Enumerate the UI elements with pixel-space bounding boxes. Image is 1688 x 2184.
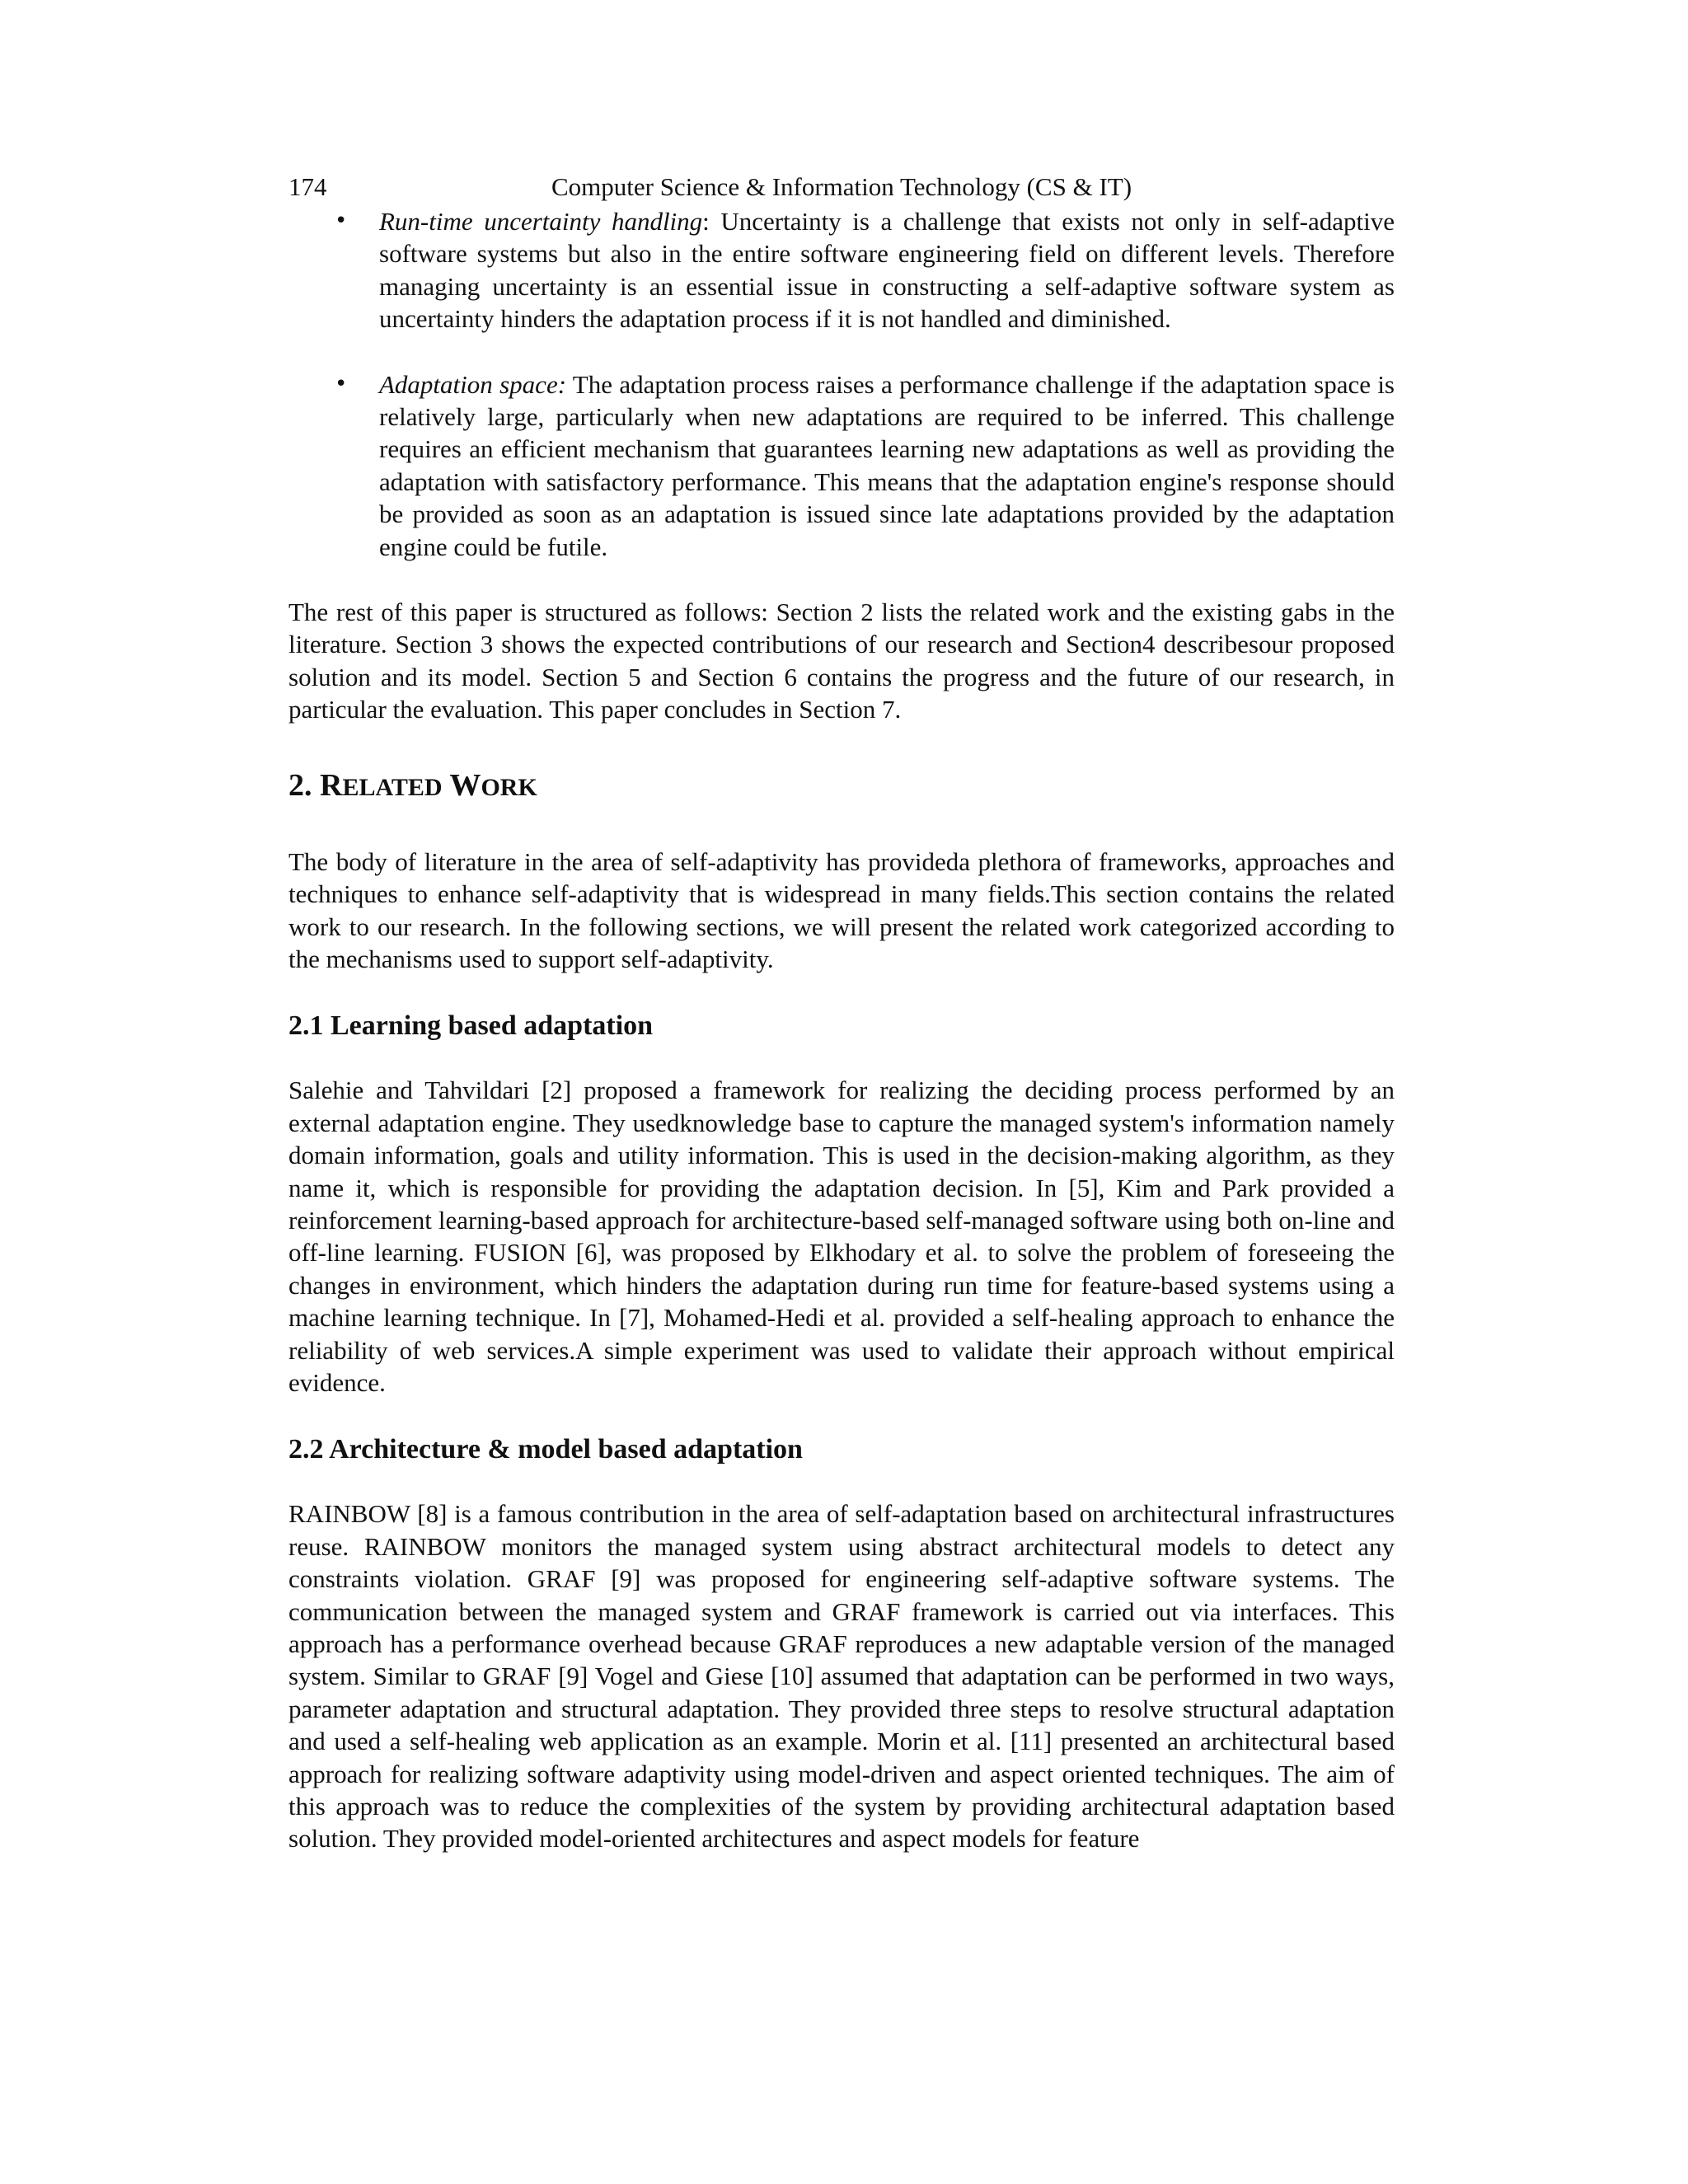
journal-name: Computer Science & Information Technology (CS & IT)	[551, 172, 1132, 201]
running-header	[288, 169, 1395, 205]
paper-page	[288, 169, 1395, 2130]
page-number: 174	[288, 172, 327, 201]
bullet-term: Run-time uncertainty handling	[379, 207, 703, 236]
bullet-term: Adaptation space:	[379, 369, 567, 399]
related-work-intro: The body of literature in the area of self-adaptivity has provideda plethora of frameworks, approaches and techniques to enhance self-adaptivity that is widespread in many fields.This section contains the related work to our research. In the following sections, we will present the related work categorized according to the mechanisms used to support self-adaptivity.	[288, 846, 1395, 973]
heading-initial: W	[449, 767, 481, 803]
challenge-list	[288, 205, 1395, 563]
heading-smallcaps: ELATED	[342, 773, 443, 801]
bullet-adaptation-space	[288, 368, 1395, 563]
bullet-dot-icon: •	[335, 371, 348, 396]
learning-paragraph: Salehie and Tahvildari [2] proposed a framework for realizing the deciding process performed by an external adaptation engine. They usedknowledge base to capture the managed system's information namely domain information, goals and utility information. This is used in the decision-making algorithm, as they name it, which is responsible for providing the adaptation decision. In [5], Kim and Park provided a reinforcement learning-based approach for architecture-based self-managed software using both on-line and off-line learning. FUSION [6], was proposed by Elkhodary et al. to solve the problem of foreseeing the changes in environment, which hinders the adaptation during run time for feature-based systems using a machine learning technique. In [7], Mohamed-Hedi et al. provided a self-healing approach to enhance the reliability of web services.A simple experiment was used to validate their approach without empirical evidence.	[288, 1076, 1395, 1397]
section-number: 2.	[288, 767, 320, 803]
structure-paragraph: The rest of this paper is structured as follows: Section 2 lists the related work and the existing gabs in the literature. Section 3 shows the expected contributions of our research and Section4 describesour proposed solution and its model. Section 5 and Section 6 contains the progress and the future of our research, in particular the evaluation. This paper concludes in Section 7.	[288, 598, 1395, 724]
bullet-dot-icon: •	[335, 209, 348, 233]
heading-smallcaps: ORK	[481, 773, 537, 801]
section-heading-related-work	[288, 767, 1395, 806]
subsection-heading-learning: 2.1 Learning based adaptation	[288, 1010, 654, 1042]
bullet-separator: :	[702, 207, 710, 236]
bullet-text: The adaptation process raises a performance challenge if the adaptation space is relatively large, particularly when new adaptations are required to be inferred. This challenge requires an efficient mechanism that guarantees learning new adaptations as well as providing the adaptation with satisfactory performance. This means that the adaptation engine's response should be provided as soon as an adaptation is issued since late adaptations provided by the adaptation engine could be futile.	[379, 369, 1395, 561]
heading-initial: R	[320, 767, 343, 803]
bullet-text: Uncertainty is a challenge that exists not only in self-adaptive software systems but also in the entire software engineering field on different levels. Therefore managing uncertainty is an essential issue in constructing a self-adaptive software system as uncertainty hinders the adaptation process if it is not handled and diminished.	[379, 207, 1395, 334]
subsection-heading-architecture: 2.2 Architecture & model based adaptation	[288, 1434, 803, 1465]
architecture-paragraph: RAINBOW [8] is a famous contribution in the area of self-adaptation based on architectural infrastructures reuse. RAINBOW monitors the managed system using abstract architectural models to detect any constraints violation. GRAF [9] was proposed for engineering self-adaptive software systems. The communication between the managed system and GRAF framework is carried out via interfaces. This approach has a performance overhead because GRAF reproduces a new adaptable version of the managed system. Similar to GRAF [9] Vogel and Giese [10] assumed that adaptation can be performed in two ways, parameter adaptation and structural adaptation. They provided three steps to resolve structural adaptation and used a self-healing web application as an example. Morin et al. [11] presented an architectural based approach for realizing software adaptivity using model-driven and aspect oriented techniques. The aim of this approach was to reduce the complexities of the system by providing architectural adaptation based solution. They provided model-oriented architectures and aspect models for feature	[288, 1499, 1395, 1854]
bullet-runtime-uncertainty	[288, 205, 1395, 335]
